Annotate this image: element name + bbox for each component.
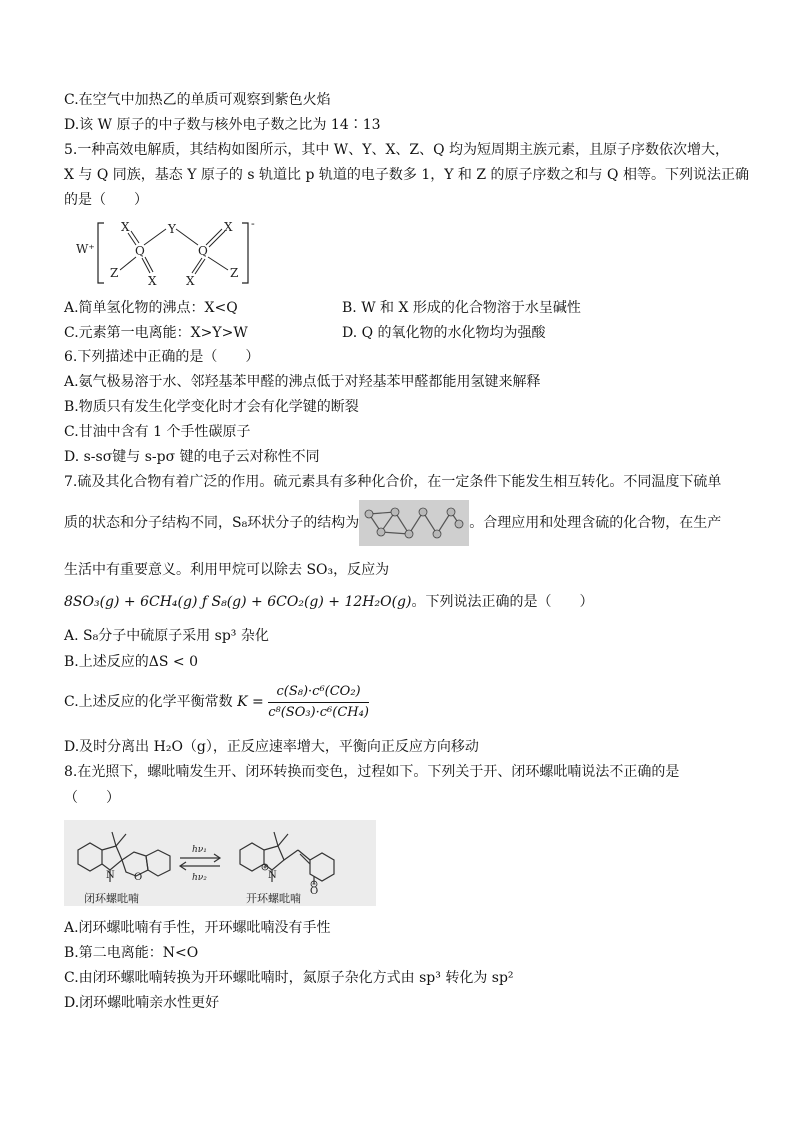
q5-options-row2 [64,323,744,343]
q7-equilibrium-fraction [268,683,369,722]
q6-option-a: A.氨气极易溶于水、邻羟基苯甲醛的沸点低于对羟基苯甲醛都能用氢键来解释 [64,374,541,390]
q6-option-b: B.物质只有发生化学变化时才会有化学键的断裂 [64,399,359,415]
q7-stem-line2 [64,500,721,546]
q5-atom-x2: X [224,220,233,234]
spiropyran-hv1: hν₁ [192,845,207,855]
q8-option-d: D.闭环螺吡喃亲水性更好 [64,995,220,1011]
q4-option-d: D.该 W 原子的中子数与核外电子数之比为 14∶13 [64,117,381,133]
q5-atom-q-right: Q [198,244,208,258]
q5-option-c: C.元素第一电离能：X>Y>W [64,325,248,341]
q5-atom-x4: X [186,274,195,288]
q6-option-d: D. s-sσ键与 s-pσ 键的电子云对称性不同 [64,449,320,465]
spiropyran-open-ominus: O [310,886,319,897]
q8-option-c: C.由闭环螺吡喃转换为开环螺吡喃时，氮原子杂化方式由 sp³ 转化为 sp² [64,970,514,986]
spiropyran-hv2: hν₂ [192,873,207,883]
q7-equation-tail: 。下列说法正确的是（ ） [411,594,594,610]
q7-option-c-k: K = [237,694,264,710]
q7-stem-line1: 7.硫及其化合物有着广泛的作用。硫元素具有多种化合价，在一定条件下能发生相互转化。不同温度下硫单 [64,474,722,490]
q7-equation: 8SO₃(g) + 6CH₄(g) ƒ S₈(g) + 6CO₂(g) + 12H₂O(g) [64,594,412,610]
q7-equation-line [64,592,593,612]
q7-stem-line2-b: 。合理应用和处理含硫的化合物，在生产 [469,515,722,531]
q7-fraction-numerator: c(S₈)·c⁶(CO₂) [268,683,369,703]
q8-option-a: A.闭环螺吡喃有手性，开环螺吡喃没有手性 [64,920,331,936]
q5-atom-x1: X [121,220,130,234]
q5-option-b: B. W 和 X 形成的化合物溶于水呈碱性 [342,300,581,316]
spiropyran-figure [64,820,376,906]
q8-stem-line2: （ ） [64,790,120,806]
spiropyran-closed-n: N [106,870,115,881]
q5-stem-line2: X 与 Q 同族，基态 Y 原子的 s 轨道比 p 轨道的电子数多 1，Y 和 Z 的原子序数之和与 Q 相等。下列说法正确 [64,167,749,183]
q7-option-a: A. S₈分子中硫原子采用 sp³ 杂化 [64,628,269,644]
spiropyran-label-closed: 闭环螺吡喃 [84,892,139,905]
q7-option-b: B.上述反应的ΔS < 0 [64,654,198,670]
spiropyran-label-open: 开环螺吡喃 [246,892,301,905]
q5-cation-label: W⁺ [76,242,95,256]
q5-options-row1 [64,298,744,318]
q7-stem-line3: 生活中有重要意义。利用甲烷可以除去 SO₃，反应为 [64,562,390,578]
q5-structure-figure [74,215,264,295]
q4-option-c: C.在空气中加热乙的单质可观察到紫色火焰 [64,92,331,108]
q8-stem-line1: 8.在光照下，螺吡喃发生开、闭环转换而变色，过程如下。下列关于开、闭环螺吡喃说法不正确的是 [64,764,680,780]
spiropyran-closed-o: O [134,872,143,883]
q5-stem-line3: 的是（ ） [64,192,148,208]
q5-atom-z-right: Z [230,266,239,280]
q6-stem: 6.下列描述中正确的是（ ） [64,349,260,365]
q7-option-c-prefix: C.上述反应的化学平衡常数 [64,694,233,710]
q5-option-a: A.简单氢化物的沸点：X<Q [64,300,238,316]
s8-ring-figure [359,500,469,546]
q7-option-d: D.及时分离出 H₂O（g），正反应速率增大，平衡向正反应方向移动 [64,739,479,755]
q7-option-c [64,680,369,724]
q5-anion-charge: - [251,217,255,230]
q6-option-c: C.甘油中含有 1 个手性碳原子 [64,424,251,440]
q5-atom-y-bridge: Y [168,222,176,236]
q8-option-b: B.第二电离能：N<O [64,945,199,961]
q5-stem-line1: 5.一种高效电解质，其结构如图所示，其中 W、Y、X、Z、Q 均为短周期主族元素，且原子序数依次增大， [64,142,730,158]
q5-option-d: D. Q 的氧化物的水化物均为强酸 [342,325,546,341]
spiropyran-open-nplus: N [268,870,277,881]
q7-stem-line2-a: 质的状态和分子结构不同，S₈环状分子的结构为 [64,515,360,531]
q7-fraction-denominator: c⁸(SO₃)·c⁶(CH₄) [268,704,369,720]
q5-atom-q-left: Q [135,244,145,258]
q5-atom-z-left: Z [110,266,119,280]
q5-atom-x3: X [148,274,157,288]
